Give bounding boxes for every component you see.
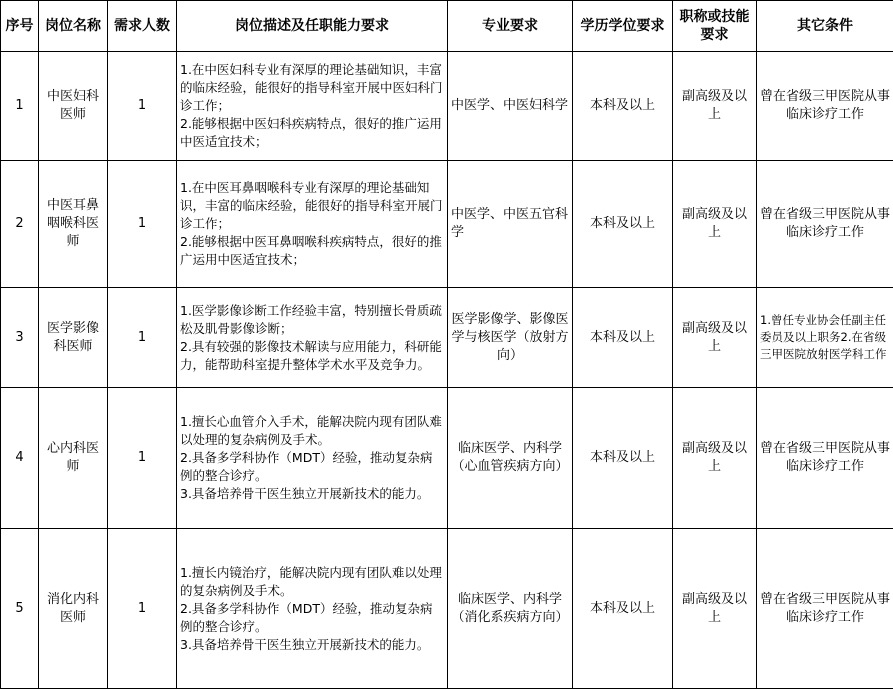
- cell-edu: 本科及以上: [573, 529, 673, 689]
- header-title: 岗位名称: [39, 1, 108, 52]
- cell-desc-wrap: [177, 388, 448, 529]
- cell-major: 中医学、中医妇科学: [448, 52, 573, 161]
- cell-major: 中医学、中医五官科学: [448, 161, 573, 288]
- cell-title: 心内科医师: [39, 388, 108, 529]
- cell-desc: 1.擅长内镜治疗，能解决院内现有团队难以处理的复杂病例及手术。 2.具备多学科协作（MDT）经验，推动复杂病例的整合诊疗。 3.具备培养骨干医生独立开展新技术的能力。: [180, 564, 442, 652]
- cell-count: 1: [108, 161, 177, 288]
- cell-rank: 副高级及以上: [673, 288, 757, 388]
- cell-no: 3: [1, 288, 39, 388]
- cell-count: 1: [108, 288, 177, 388]
- cell-desc: 1.在中医妇科专业有深厚的理论基础知识，丰富的临床经验，能很好的指导科室开展中医妇科门诊工作； 2.能够根据中医妇科疾病特点，很好的推广运用中医适宜技术；: [180, 62, 443, 149]
- header-row: [1, 1, 893, 52]
- cell-no: 1: [1, 52, 39, 161]
- cell-edu: 本科及以上: [573, 288, 673, 388]
- cell-edu: 本科及以上: [573, 52, 673, 161]
- cell-count: 1: [108, 52, 177, 161]
- cell-rank: 副高级及以上: [673, 161, 757, 288]
- cell-other: 曾在省级三甲医院从事临床诊疗工作: [757, 161, 893, 288]
- header-major: 专业要求: [448, 1, 573, 52]
- cell-edu: 本科及以上: [573, 388, 673, 529]
- header-count: 需求人数: [108, 1, 177, 52]
- table-row: [1, 161, 893, 288]
- header-edu: 学历学位要求: [573, 1, 673, 52]
- cell-desc: 1.在中医耳鼻咽喉科专业有深厚的理论基础知识，丰富的临床经验，能很好的指导科室开展门诊工作； 2.能够根据中医耳鼻咽喉科疾病特点，很好的推广运用中医适宜技术；: [180, 180, 443, 267]
- cell-desc: 1.擅长心血管介入手术，能解决院内现有团队难以处理的复杂病例及手术。 2.具备多学科协作（MDT）经验，推动复杂病例的整合诊疗。 3.具备培养骨干医生独立开展新技术的能力。: [180, 414, 442, 501]
- cell-no: 2: [1, 161, 39, 288]
- cell-title: 消化内科医师: [39, 529, 108, 689]
- cell-title: 中医耳鼻咽喉科医师: [39, 161, 108, 288]
- cell-title: 医学影像科医师: [39, 288, 108, 388]
- cell-count: 1: [108, 529, 177, 689]
- cell-other: 曾在省级三甲医院从事临床诊疗工作: [757, 529, 893, 689]
- header-other: 其它条件: [757, 1, 893, 52]
- cell-edu: 本科及以上: [573, 161, 673, 288]
- cell-other: 曾在省级三甲医院从事临床诊疗工作: [757, 52, 893, 161]
- table-row: [1, 529, 893, 689]
- cell-title: 中医妇科医师: [39, 52, 108, 161]
- cell-rank: 副高级及以上: [673, 529, 757, 689]
- cell-rank: 副高级及以上: [673, 52, 757, 161]
- header-rank: 职称或技能要求: [673, 1, 757, 52]
- cell-desc: 1.医学影像诊断工作经验丰富，特别擅长骨质疏松及肌骨影像诊断； 2.具有较强的影像技术解读与应用能力，科研能力，能帮助科室提升整体学术水平及竞争力。: [180, 302, 442, 372]
- cell-desc-wrap: [177, 161, 448, 288]
- table-row: [1, 288, 893, 388]
- header-no: 序号: [1, 1, 39, 52]
- cell-desc-wrap: [177, 52, 448, 161]
- cell-no: 4: [1, 388, 39, 529]
- cell-no: 5: [1, 529, 39, 689]
- cell-rank: 副高级及以上: [673, 388, 757, 529]
- cell-count: 1: [108, 388, 177, 529]
- header-desc: 岗位描述及任职能力要求: [177, 1, 448, 52]
- cell-desc-wrap: [177, 288, 448, 388]
- table-row: [1, 52, 893, 161]
- cell-major: 临床医学、内科学（心血管疾病方向）: [448, 388, 573, 529]
- cell-major: 临床医学、内科学（消化系疾病方向）: [448, 529, 573, 689]
- cell-desc-wrap: [177, 529, 448, 689]
- table-row: [1, 388, 893, 529]
- cell-other: 曾在省级三甲医院从事临床诊疗工作: [757, 388, 893, 529]
- cell-major: 医学影像学、影像医学与核医学（放射方向）: [448, 288, 573, 388]
- cell-other: 1.曾任专业协会任副主任委员及以上职务2.在省级三甲医院放射医学科工作: [757, 288, 893, 388]
